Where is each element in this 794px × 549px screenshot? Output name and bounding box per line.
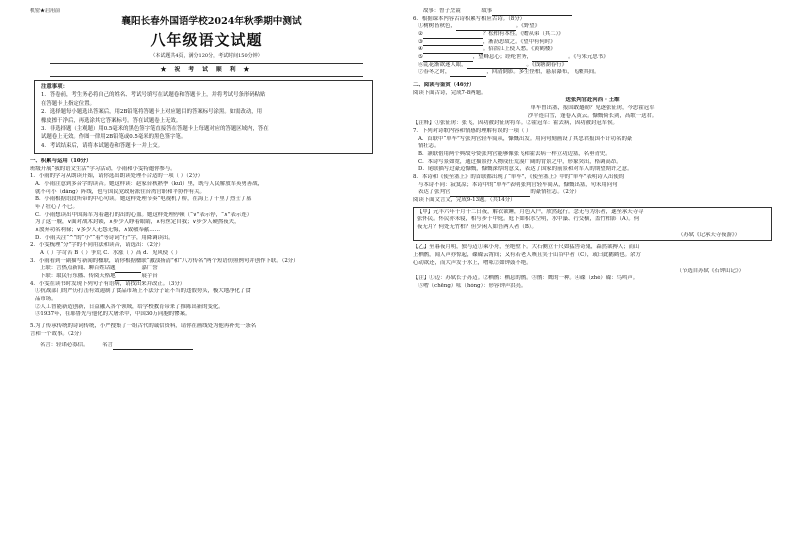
- q8-text: 表达了张判官: [418, 189, 451, 196]
- q5-answer-line: [30, 342, 383, 350]
- couplet-lower: [30, 273, 383, 281]
- q6-item-tail: 。《野望》: [515, 23, 541, 30]
- q6-item: [413, 23, 772, 31]
- attention-line: 2．选择题每小题选出答案后，用2B铅笔将答题卡上对应题目的答案标号涂黑。如需改动，用: [41, 109, 263, 116]
- section-heading: 二、阅读与鉴赏（46分）: [413, 82, 475, 89]
- q6-item-source: 。《与朱元思书》: [568, 54, 609, 61]
- good-luck-banner: ★ 祝 考 试 顺 利 ★: [50, 63, 363, 77]
- answer-blank[interactable]: [492, 10, 572, 16]
- poem-title: 送张判官赴河西 · 王维: [565, 97, 620, 104]
- question-8-cont: 与本诗不同：寂寞凉；本诗中的“单车”表明张判官轻车简从，慷慨出塞，句末用问句: [418, 181, 618, 188]
- q6-item-head: ③: [418, 38, 423, 45]
- couplet-lower-text: 下联：取民行东播、传阅天格地: [40, 273, 116, 280]
- question-6: 6．根据课本内容古诗积累写相应古诗。（8分）: [413, 15, 525, 22]
- attention-line: 试题卷上无效。作图一律用2B铅笔或0.5毫米的黑色签字笔。: [41, 134, 187, 141]
- q6-item: [413, 54, 772, 62]
- exam-title: 八年级语文试题: [150, 31, 263, 49]
- question-2: 2．小雯梳理“分”字的不同用法和读音，请选出：（2分）: [30, 242, 164, 249]
- couplet-upper-text: 上联：言热点新闻、聊百姓话题: [40, 265, 116, 272]
- q1-option: D．小雨关注“^”的“小”“着”等诗词“行”字，用降调读出。: [35, 234, 174, 241]
- q1-option: B．小雨根据语段所带的中心句读。她这样处理节奏“电视机 / 桥，在海上 / 千里 / 烈士 / 墓: [35, 196, 252, 203]
- couplet-upper: [30, 265, 383, 273]
- attention-box: [34, 80, 373, 154]
- q5-quote-label: 名言：轻诺必寡信。: [40, 342, 89, 349]
- q2-options: A（ ）字苛苦 B（ ）争荒 C．水涨（ ）高 d．见风使（ ）: [40, 250, 181, 257]
- reading-intro: 阅读下面古诗，完成7-8两题。: [413, 89, 487, 96]
- q4-item: ①抗战部门的严历打击有效遏制了食品市场上不法分子证不当的违假势头，极大地净化了食: [35, 288, 251, 295]
- story-example: 故事：曾子烹彘: [423, 8, 461, 14]
- school-title: 襄阳长春外国语学校2024年秋季期中测试: [121, 16, 302, 27]
- attention-line: 在答题卡上指定位置。: [41, 100, 95, 107]
- q7-option: C．本诗写景如宽，通过描景抒人物戍任荒漠广阔的背景之中，形象突出，格调高昂。: [418, 158, 622, 165]
- q6-item-tail: ？松柏有本性。《赠从弟（其二）》: [482, 31, 564, 38]
- passage-source: （节选自苏轼《石钟山记》）: [676, 267, 744, 274]
- q1-option: 就不可小（dǎng）阵线，也与国民党政府派往台湾官职和平协作有关。: [35, 188, 205, 195]
- question-1: 1．小雨的学习从朗读开始，请你选出朗读处理不合适的一项（ ）（2分）: [30, 173, 203, 180]
- q4-item: ③1937年，在耶鲁先与他化的大屠杀中，中国30万同胞的惨案。: [35, 311, 191, 318]
- q7-option: B．颔联借用两个典故夸赞张判官能够像张飞和霍去病一样立功边塞，名垂青史。: [418, 151, 611, 158]
- attention-line: 1．答卷前，考生务必将自己的姓名、考试号填写在试题卷和答题卡上，并将考试号条形码粘贴: [41, 92, 266, 99]
- attention-line: 3．非选择题（主观题）用0.5毫米的黑色签字笔直接答在答题卡上每题对应的答题区域内，答在: [41, 125, 269, 132]
- confidential-seal: 机密★启用前: [30, 8, 61, 14]
- q6-item-tail: ，望峰息心；经纶世务，: [472, 54, 533, 61]
- q6-item-head: ④: [418, 46, 423, 53]
- q1-option: 为了这一舰，∨面对战术封锁，∧步少人睁着眼睛，∧有丝定自我；∨步少人硬熬夜夫，: [35, 219, 240, 226]
- couplet-lower-tail: 展芋台: [141, 273, 158, 280]
- q6-item-head: ①树树皆秋色，: [418, 23, 456, 30]
- question-5: 5.为了传承传统的诗词传统，小严搜集了一组古代的诚信资料，请你在画线处为他再补充一条名: [30, 323, 257, 330]
- couplet-upper-tail: 嘉广誉: [141, 265, 158, 272]
- story-label: 故事: [481, 8, 493, 14]
- q4-item: 品市场。: [35, 296, 57, 303]
- passage-line: 心动欲还，而大声发于水上，噌吰②如钟鼓不绝。: [413, 259, 532, 266]
- reading-intro: 阅读下面文言文，完成9-13题。（共14分）: [413, 197, 516, 204]
- passage-a-box: [413, 207, 772, 242]
- q6-item-tail: ，回清倒影。多生怪柏，悬泉瀑布，飞漱其间。: [486, 69, 600, 76]
- answer-blank[interactable]: [113, 344, 193, 350]
- exam-page-right: [397, 0, 794, 549]
- activity-intro: 班级开展“我的语文生活”学习活动，小雨和小雯特邀你参与。: [30, 165, 176, 172]
- q6-item-head: ⑥乱花渐欲迷人眼，: [418, 61, 467, 68]
- poem-annotation: 【注释】①张征虏：张飞，因功被封征虏将军。②霍冠军：霍去病，因功被封冠军侯。: [413, 120, 618, 127]
- passage-line: 【乙】至暮夜月明，独与迈①乘小舟，至绝壁下。大石侧立千尺如猛兽奇鬼，森然欲搏人；而山: [413, 244, 640, 251]
- q1-option: C．小雨想读出中国海军为着越打的出的心血。她这样处理停顿（“∨”表示停，“∧”表示连）: [35, 211, 253, 218]
- q6-item-head: ⑦春冬之时，: [418, 69, 451, 76]
- q6-item-tail: 。招浴江上使人愁。《黄鹤楼》: [482, 46, 556, 53]
- q1-option: ∧放弃功名利禄；∨多少人无怨无悔，∧致敬奉献……: [35, 227, 161, 234]
- q1-option: 年 / 壮心 / 不已。: [35, 204, 78, 211]
- question-5-cont: 言和一个故事。（2分）: [30, 330, 85, 337]
- q6-item: [413, 46, 772, 54]
- q4-item: ②人工智能新造创新，日益融入各个领域，给学校教育带来了推陈出新的变化。: [35, 303, 224, 310]
- passage-line: 【甲】元丰六年十月十二日夜，解衣欲睡，月色入户，欣然起行。念无与为乐者，遂至承天寺寻: [417, 208, 644, 215]
- q6-item-head: ②: [418, 31, 423, 38]
- q8-text-tail: 的豪情壮志。（2分）: [530, 189, 580, 196]
- q7-option: 情壮志。: [418, 143, 440, 150]
- answer-blank[interactable]: [450, 71, 486, 77]
- attention-line: 4．考试结束后，请将本试题卷和答题卡一并上交。: [41, 142, 164, 149]
- story-answer-line: [413, 8, 772, 16]
- q6-item: [413, 69, 772, 77]
- question-7: 7．下列对诗歌内容和情感的理解有误的一项（ ）: [413, 128, 532, 135]
- answer-blank[interactable]: [423, 33, 483, 39]
- section-heading: 一、积累与运用（10分）: [30, 158, 92, 164]
- passage-annotation: ⑤噌（chēng）吰（hóng）：形容钟声洪亮。: [418, 282, 527, 289]
- q6-item: [413, 31, 772, 39]
- answer-blank[interactable]: [115, 275, 141, 281]
- q6-item-tail: 。《钱塘湖春行》: [526, 61, 567, 68]
- question-3: 3．小雨看到一副描写新闻的楹联，请你根据楹联“激浊扬清”和“八方传名”两个短语仿照例句并创作下联。（2分）: [30, 257, 299, 264]
- question-4: 4．小雯在读书时发现下列句子有语病，请找出来并改正。（3分）: [30, 280, 186, 287]
- q7-option: D．尾联描写过豪迈慷慨，慷慨深厚的意义，表达了国家的前景和对军人的期望期许之意。: [418, 166, 633, 173]
- q5-story-label: 名言: [102, 342, 114, 349]
- q6-item: [413, 62, 772, 70]
- question-8-cont: [413, 189, 772, 197]
- exam-note: （本试题共4页，满分120分，考试时间150分钟）: [150, 53, 263, 59]
- poem-line: 单车曾出塞，报国敢邀勋？见逐张征虏，今思霍冠军: [530, 105, 655, 112]
- poem-line: 沙平连白雪，蓬卷入黄云。慷慨倚长剑，高歌一送君。: [527, 112, 658, 119]
- passage-line: 夜无月？何处无竹柏？但少闲人如吾两人者（B）。: [417, 224, 537, 231]
- attention-line: 橡皮擦干净后，再选涂其它答案标号。答在试题卷上无效。: [41, 117, 182, 124]
- passage-source: （苏轼《记承天寺夜游》）: [678, 231, 740, 238]
- passage-annotation: 【注】①迈：苏轼长子苏迈。②栖鹘：栖息的鹘。③鹘：鹰的一种。④磔（zhé）磔：鸟鸣声。: [413, 275, 639, 282]
- passage-line: 上栖鹘，闻人声亦惊起，磔磔云霄间；又有若老人咳且笑于山谷中者（C），或曰此鹳鹤也。余方: [413, 252, 641, 259]
- q6-item-head: ⑤: [418, 54, 423, 61]
- q7-option: A．首联中“单车”写张判官轻车简从，慷慨出发。用问句刻画设了其忠君报国不计功名的豪: [418, 135, 633, 142]
- question-8: 8．本诗和《使至塞上》的首联都出现了“单车”，《使至塞上》中的“单车”表明诗人出使的: [413, 174, 625, 181]
- passage-line: 张怀民。怀民亦未寝，相与步于中庭。庭下如积水空明，水中藻、荇交横，盖竹柏影（A）。何: [417, 216, 640, 223]
- attention-title: 注意事项：: [41, 84, 68, 90]
- q6-item: [413, 39, 772, 47]
- q1-option: A．小雨注意到多音字的读音。她这样读：赵家台秋熟季（kuī）里，既与人民解放军英勇善战，: [35, 181, 263, 188]
- q6-item-tail: ，淅沥思故之。《望中有何时》: [482, 38, 556, 45]
